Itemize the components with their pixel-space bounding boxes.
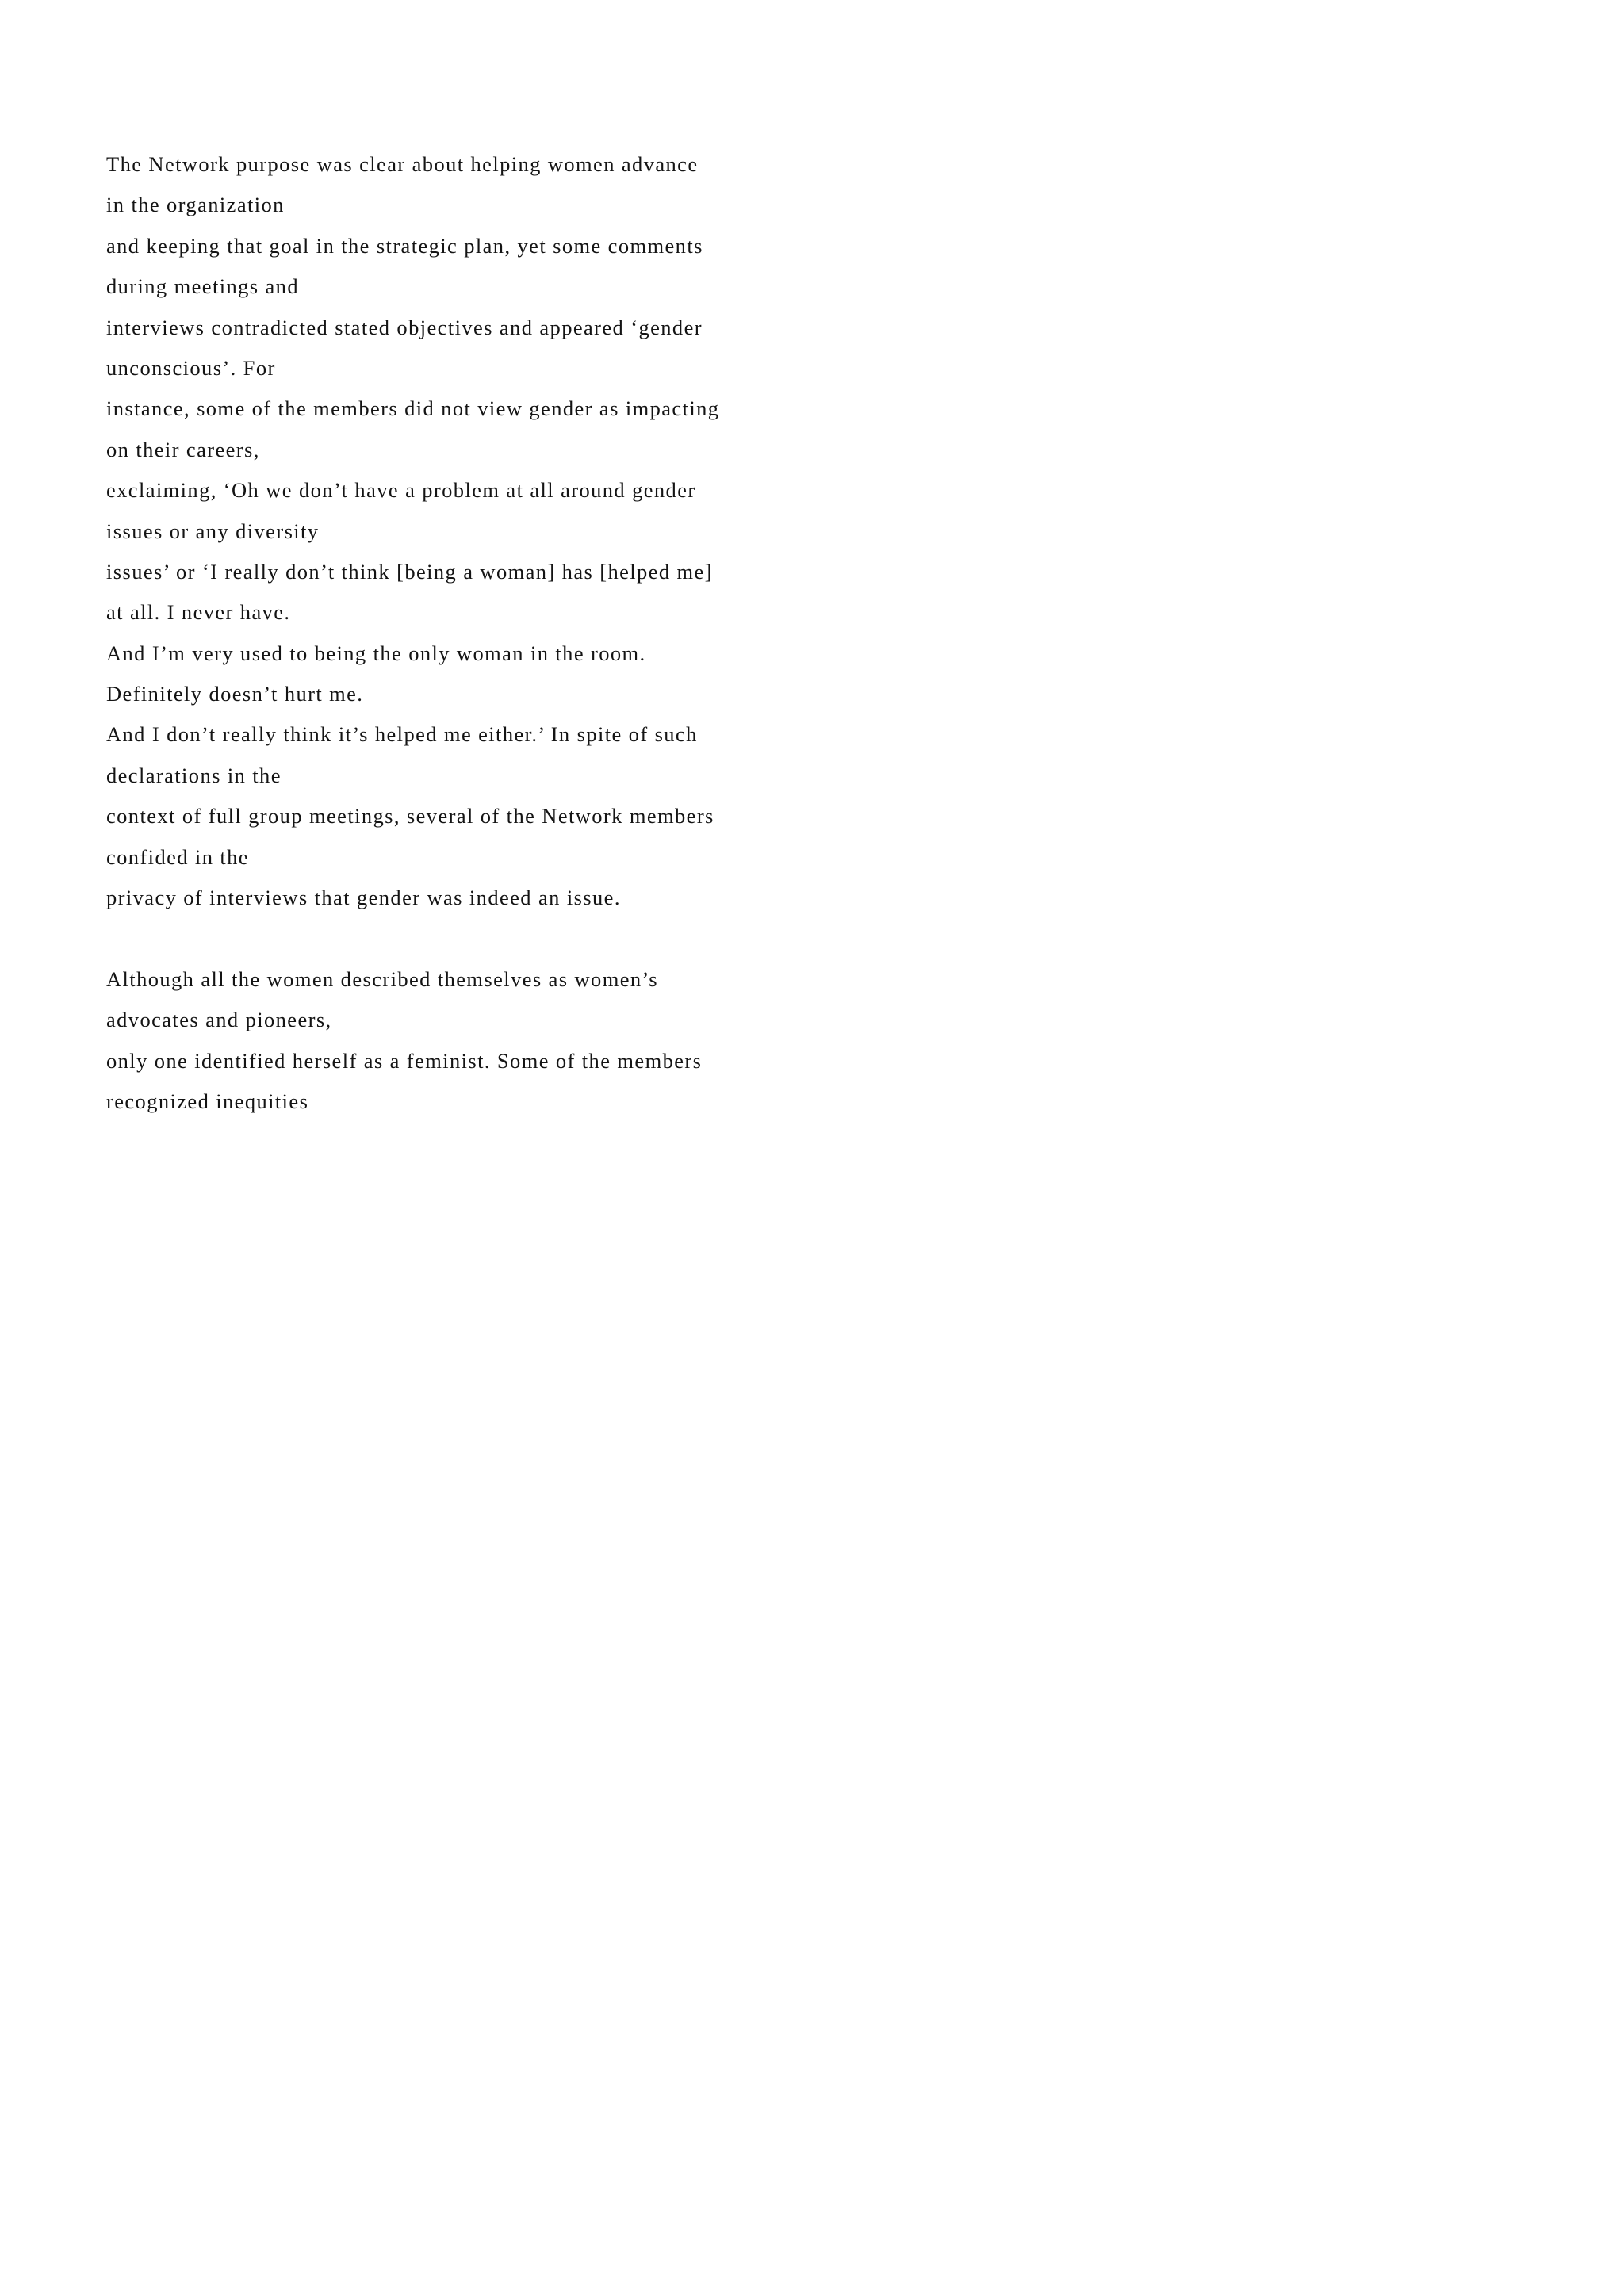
text-line: And I don’t really think it’s helped me either.’ In spite of such bbox=[106, 722, 698, 747]
text-line: exclaiming, ‘Oh we don’t have a problem at all around gender bbox=[106, 478, 696, 503]
text-line: declarations in the bbox=[106, 763, 282, 787]
text-line: unconscious’. For bbox=[106, 355, 276, 380]
text-line: instance, some of the members did not view gender as impacting bbox=[106, 396, 720, 421]
text-line: in the organization bbox=[106, 193, 285, 217]
text-line: issues or any diversity bbox=[106, 519, 320, 543]
body-text bbox=[106, 144, 820, 1122]
text-line: during meetings and bbox=[106, 274, 299, 299]
text-line: The Network purpose was clear about helping women advance bbox=[106, 152, 699, 176]
text-line: confided in the bbox=[106, 844, 249, 869]
text-line: interviews contradicted stated objectives and appeared ‘gender bbox=[106, 315, 703, 339]
text-line: Although all the women described themselves as women’s bbox=[106, 966, 659, 991]
text-line: at all. I never have. bbox=[106, 600, 291, 625]
text-line: and keeping that goal in the strategic plan, yet some comments bbox=[106, 233, 703, 258]
text-line: recognized inequities bbox=[106, 1089, 309, 1113]
text-line: And I’m very used to being the only woman in the room. bbox=[106, 641, 646, 665]
text-line: advocates and pioneers, bbox=[106, 1008, 332, 1032]
text-line: context of full group meetings, several of the Network members bbox=[106, 804, 714, 828]
document-page bbox=[0, 0, 872, 1233]
text-line: privacy of interviews that gender was indeed an issue. bbox=[106, 886, 621, 910]
text-line: issues’ or ‘I really don’t think [being a woman] has [helped me] bbox=[106, 559, 713, 584]
text-line: Definitely doesn’t hurt me. bbox=[106, 682, 364, 706]
text-line: on their careers, bbox=[106, 437, 260, 461]
text-line: only one identified herself as a feminist. Some of the members bbox=[106, 1048, 703, 1073]
paragraph-break bbox=[106, 918, 820, 959]
